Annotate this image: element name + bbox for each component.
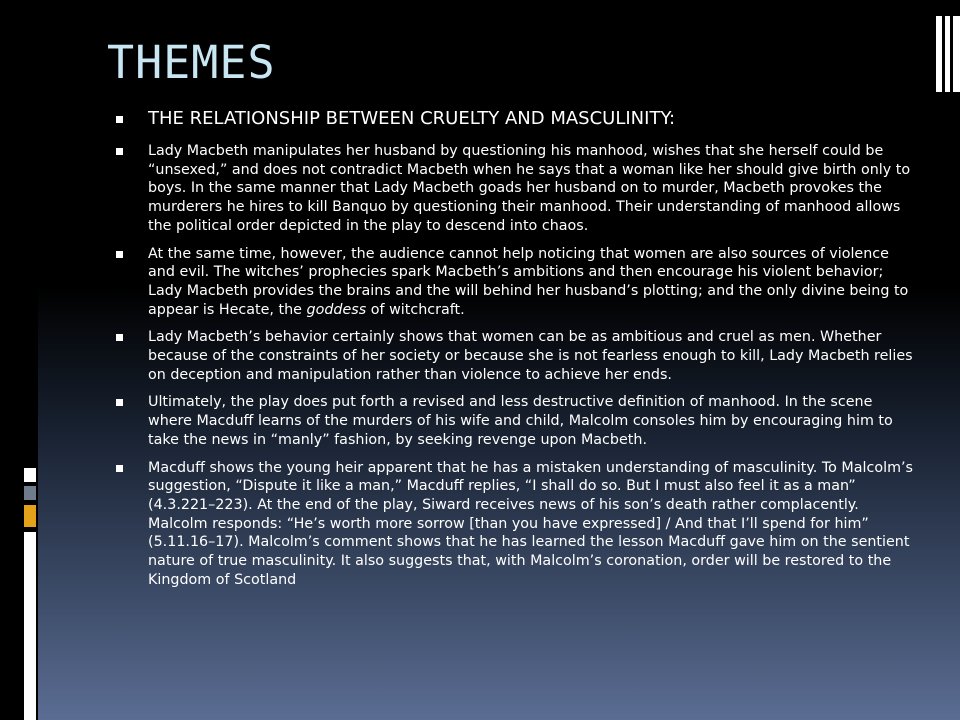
square-bullet-icon: [116, 251, 123, 258]
paragraph-text: Macduff shows the young heir apparent that he has a mistaken understanding of masculinity. To Malcolm’s suggestion, “Dispute it like a man,” Macduff replies, “I shall do so. But I must also feel it as a man” (4.3.221–223). At the end of the play, Siward receives news of his son’s death rather complacently. Malcolm responds: “He’s worth more sorrow [than you have expressed] / And that I’ll spend for him” (5.11.16–17). Malcolm’s comment shows that he has learned the lesson Macduff gave him on the sentient nature of true masculinity. It also suggests that, with Malcolm’s coronation, order will be restored to the Kingdom of Scotland: [148, 459, 913, 588]
corner-decoration: [936, 16, 960, 92]
corner-stripe: [936, 16, 942, 92]
bullet-paragraph: [116, 328, 916, 384]
paragraph-text: Ultimately, the play does put forth a revised and less destructive definition of manhood. In the scene where Macduff learns of the murders of his wife and child, Malcolm consoles him by encouraging him to take the news in “manly” fashion, by seeking revenge upon Macbeth.: [148, 394, 893, 448]
accent-bar-gray: [24, 486, 36, 500]
bullet-paragraph: [116, 393, 916, 449]
paragraph-text-part: of witchcraft.: [366, 301, 465, 318]
corner-stripe: [945, 16, 950, 92]
square-bullet-icon: [116, 148, 123, 155]
paragraph-text: Lady Macbeth’s behavior certainly shows that women can be as ambitious and cruel as men. Whether because of the constraints of her society or because she is not fearless enough to kill, Lady Macbeth relies on deception and manipulation rather than violence to achieve her ends.: [148, 329, 913, 383]
accent-bar-white: [24, 468, 36, 482]
bullet-heading: [116, 106, 916, 132]
corner-stripe: [953, 16, 960, 92]
bullet-paragraph: [116, 142, 916, 236]
accent-bar-white-long: [24, 532, 36, 720]
square-bullet-icon: [116, 116, 123, 123]
heading-text: THE RELATIONSHIP BETWEEN CRUELTY AND MASCULINITY:: [148, 108, 676, 129]
accent-bar-orange: [24, 505, 36, 527]
square-bullet-icon: [116, 399, 123, 406]
accent-bars: [24, 0, 36, 720]
slide-title: THEMES: [107, 36, 276, 89]
square-bullet-icon: [116, 465, 123, 472]
slide-content: [116, 106, 916, 589]
paragraph-italic-word: goddess: [306, 301, 367, 318]
bullet-paragraph: [116, 245, 916, 320]
bullet-paragraph: [116, 459, 916, 590]
paragraph-text-part: At the same time, however, the audience cannot help noticing that women are also sources of violence and evil. The witches’ prophecies spark Macbeth’s ambitions and then encourage his violent behavior; Lady Macbeth provides the brains and the will behind her husband’s plotting; and the only divine being to appear is Hecate, the: [148, 245, 909, 318]
square-bullet-icon: [116, 334, 123, 341]
paragraph-text: Lady Macbeth manipulates her husband by questioning his manhood, wishes that she herself could be “unsexed,” and does not contradict Macbeth when he says that a woman like her should give birth only to boys. In the same manner that Lady Macbeth goads her husband on to murder, Macbeth provokes the murderers he hires to kill Banquo by questioning their manhood. Their understanding of manhood allows the political order depicted in the play to descend into chaos.: [148, 143, 911, 234]
